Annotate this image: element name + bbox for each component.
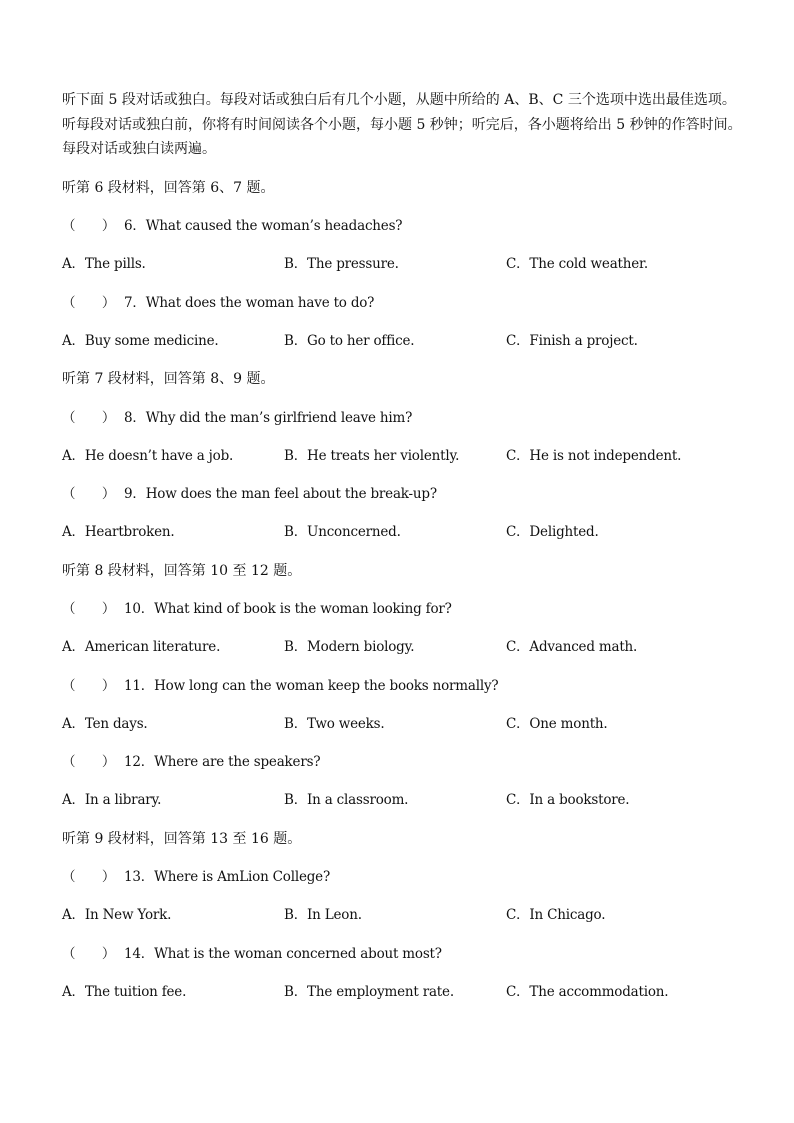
answer-bracket: （ ）: [62, 946, 116, 962]
option-6-a: A．The pills.: [62, 256, 146, 272]
question-stem: 7．What does the woman have to do?: [124, 295, 375, 311]
option-9-b: B．Unconcerned.: [284, 524, 401, 540]
question-13: [62, 868, 330, 886]
question-stem: 14．What is the woman concerned about most?: [124, 946, 442, 962]
answer-bracket: （ ）: [62, 410, 116, 426]
question-10: [62, 600, 452, 618]
option-10-a: A．American literature.: [62, 639, 221, 655]
answer-bracket: （ ）: [62, 295, 116, 311]
option-11-c: C．One month.: [506, 716, 608, 732]
section-heading-8: 听第 8 段材料，回答第 10 至 12 题。: [62, 563, 302, 579]
option-9-c: C．Delighted.: [506, 524, 599, 540]
answer-bracket: （ ）: [62, 486, 116, 502]
option-12-a: A．In a library.: [62, 792, 162, 808]
question-12: [62, 753, 320, 771]
question-14: [62, 945, 442, 963]
answer-bracket: （ ）: [62, 754, 116, 770]
question-stem: 11．How long can the woman keep the books normally?: [124, 678, 499, 694]
question-stem: 13．Where is AmLion College?: [124, 869, 331, 885]
option-8-b: B．He treats her violently.: [284, 448, 460, 464]
option-14-b: B．The employment rate.: [284, 984, 454, 1000]
question-stem: 6．What caused the woman’s headaches?: [124, 218, 403, 234]
question-stem: 12．Where are the speakers?: [124, 754, 321, 770]
question-8: [62, 409, 412, 427]
section-heading-9: 听第 9 段材料，回答第 13 至 16 题。: [62, 831, 302, 847]
answer-bracket: （ ）: [62, 601, 116, 617]
instruction-line-2: 听每段对话或独白前，你将有时间阅读各个小题，每小题 5 秒钟；听完后，各小题将给出 5 秒钟的作答时间。: [62, 117, 742, 133]
question-stem: 10．What kind of book is the woman looking for?: [124, 601, 452, 617]
answer-bracket: （ ）: [62, 869, 116, 885]
answer-bracket: （ ）: [62, 678, 116, 694]
option-10-b: B．Modern biology.: [284, 639, 415, 655]
question-stem: 9．How does the man feel about the break-up?: [124, 486, 437, 502]
option-13-c: C．In Chicago.: [506, 907, 606, 923]
instruction-line-3: 每段对话或独白读两遍。: [62, 141, 216, 157]
option-14-c: C．The accommodation.: [506, 984, 669, 1000]
answer-bracket: （ ）: [62, 218, 116, 234]
option-11-b: B．Two weeks.: [284, 716, 385, 732]
option-13-a: A．In New York.: [62, 907, 172, 923]
question-7: [62, 294, 374, 312]
option-6-c: C．The cold weather.: [506, 256, 648, 272]
question-9: [62, 485, 437, 503]
section-heading-7: 听第 7 段材料，回答第 8、9 题。: [62, 371, 275, 387]
question-stem: 8．Why did the man’s girlfriend leave him?: [124, 410, 413, 426]
option-11-a: A．Ten days.: [62, 716, 148, 732]
option-6-b: B．The pressure.: [284, 256, 399, 272]
option-9-a: A．Heartbroken.: [62, 524, 175, 540]
option-13-b: B．In Leon.: [284, 907, 362, 923]
option-12-c: C．In a bookstore.: [506, 792, 630, 808]
option-12-b: B．In a classroom.: [284, 792, 409, 808]
section-heading-6: 听第 6 段材料，回答第 6、7 题。: [62, 180, 275, 196]
option-8-a: A．He doesn’t have a job.: [62, 448, 234, 464]
option-7-b: B．Go to her office.: [284, 333, 415, 349]
option-8-c: C．He is not independent.: [506, 448, 682, 464]
option-14-a: A．The tuition fee.: [62, 984, 187, 1000]
option-10-c: C．Advanced math.: [506, 639, 638, 655]
option-7-c: C．Finish a project.: [506, 333, 638, 349]
instruction-line-1: 听下面 5 段对话或独白。每段对话或独白后有几个小题，从题中所给的 A、B、C 三个选项中选出最佳选项。: [62, 92, 736, 108]
question-11: [62, 677, 498, 695]
option-7-a: A．Buy some medicine.: [62, 333, 219, 349]
question-6: [62, 217, 402, 235]
